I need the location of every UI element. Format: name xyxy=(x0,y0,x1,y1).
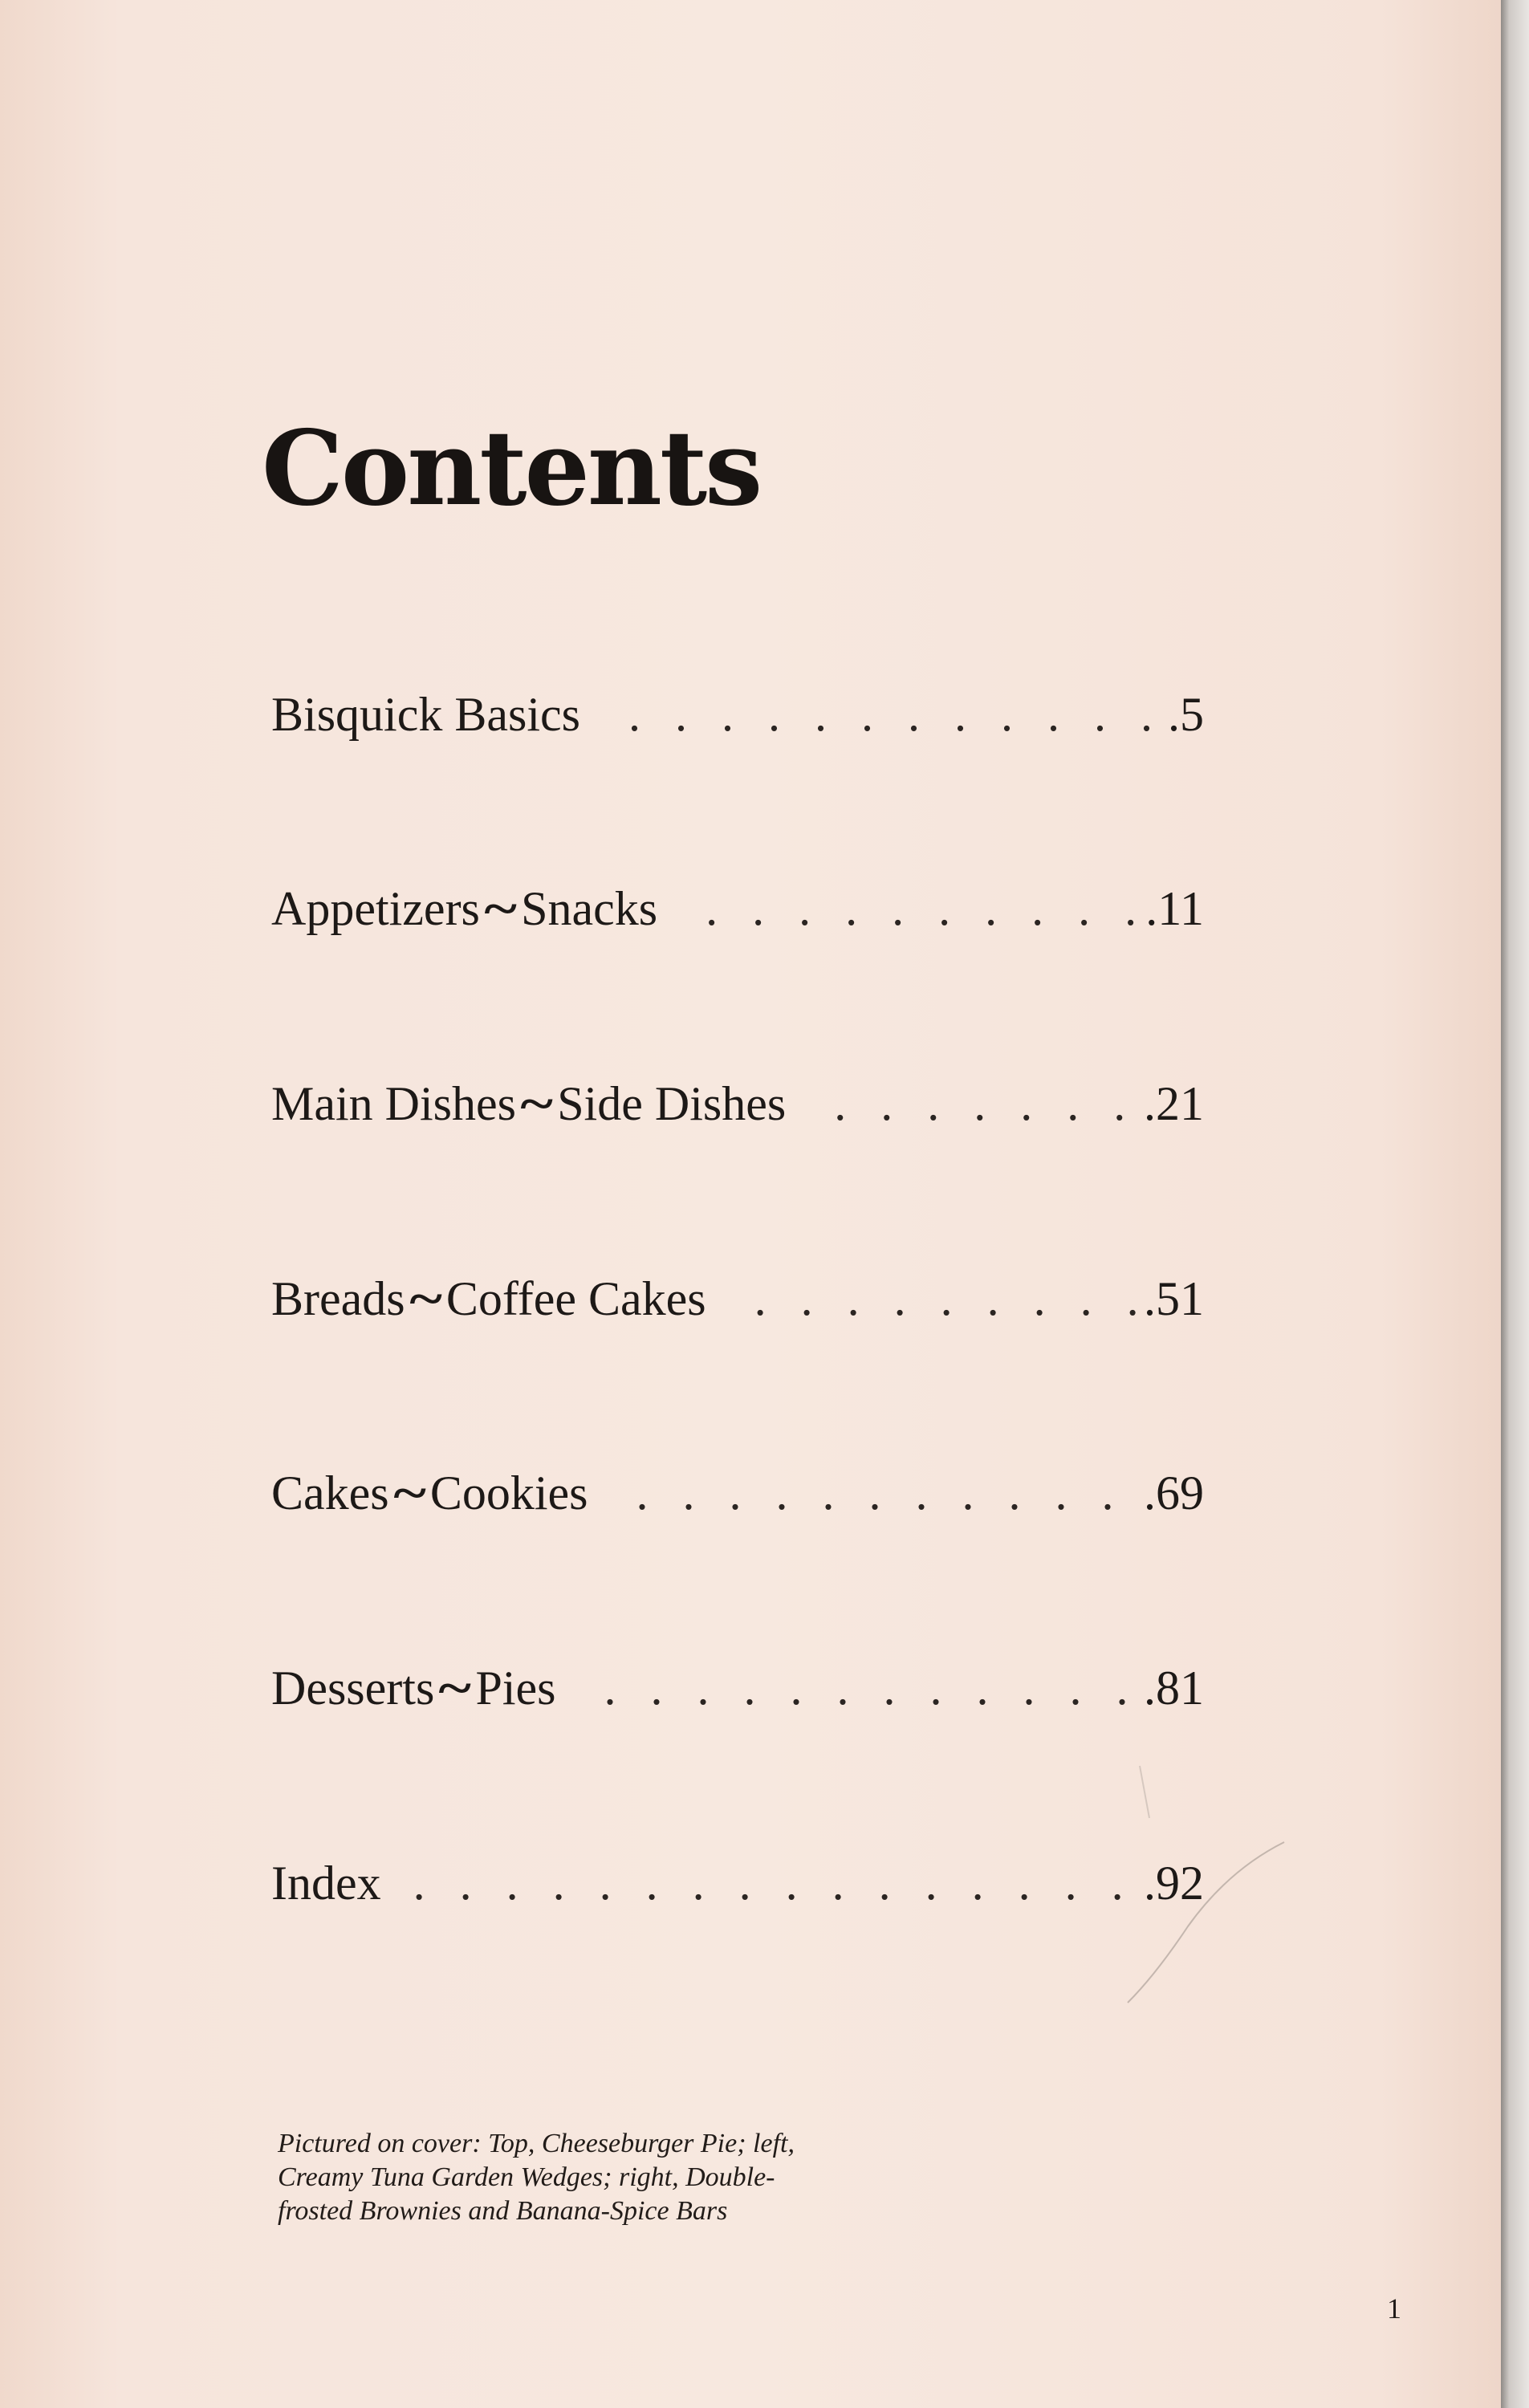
tilde-separator: ~ xyxy=(520,1077,553,1130)
toc-entry-cakes-cookies xyxy=(271,1466,1204,1519)
toc-page-number: .92 xyxy=(1144,1857,1204,1910)
toc-entry-main-dishes-side-dishes xyxy=(271,1077,1204,1130)
cover-caption xyxy=(278,2127,920,2228)
toc-entry-label: Bisquick Basics xyxy=(271,688,580,741)
toc-entry-label: Breads~Coffee Cakes xyxy=(271,1272,706,1325)
toc-page-number: .11 xyxy=(1145,882,1204,935)
tilde-separator: ~ xyxy=(392,1466,426,1519)
toc-page-number: .69 xyxy=(1144,1466,1204,1519)
caption-line: frosted Brownies and Banana-Spice Bars xyxy=(278,2196,728,2226)
toc-page-number: .5 xyxy=(1168,688,1204,741)
toc-entry-label: Desserts~Pies xyxy=(271,1662,556,1714)
toc-dot-leader xyxy=(604,1664,1139,1712)
caption-line: Creamy Tuna Garden Wedges; right, Double- xyxy=(278,2162,775,2192)
toc-dot-leader xyxy=(706,885,1141,933)
tilde-separator: ~ xyxy=(438,1662,472,1714)
toc-entry-index xyxy=(271,1857,1204,1910)
toc-entry-label: Index xyxy=(271,1857,381,1910)
page-number: 1 xyxy=(1387,2292,1401,2325)
toc-page-number: .81 xyxy=(1144,1662,1204,1714)
page-title: Contents xyxy=(262,409,761,529)
toc-dot-leader xyxy=(834,1080,1139,1128)
toc-entry-label: Main Dishes~Side Dishes xyxy=(271,1077,787,1130)
toc-entry-breads-coffee-cakes xyxy=(271,1272,1204,1325)
toc-entry-label: Cakes~Cookies xyxy=(271,1466,588,1519)
toc-dot-leader xyxy=(628,690,1163,738)
toc-dot-leader xyxy=(413,1859,1139,1907)
toc-entry-desserts-pies xyxy=(271,1664,1204,1712)
toc-dot-leader xyxy=(636,1469,1139,1517)
tilde-separator: ~ xyxy=(484,882,517,935)
toc-entry-label: Appetizers~Snacks xyxy=(271,882,658,935)
caption-line: Pictured on cover: Top, Cheeseburger Pie; left, xyxy=(278,2129,795,2158)
toc-page-number: .51 xyxy=(1144,1272,1204,1325)
toc-entry-bisquick-basics xyxy=(271,688,1204,741)
toc-dot-leader xyxy=(754,1275,1139,1323)
tilde-separator: ~ xyxy=(409,1272,442,1325)
toc-entry-appetizers-snacks xyxy=(271,882,1204,935)
page-edge-shadow xyxy=(1501,0,1529,2408)
toc-page-number: .21 xyxy=(1144,1077,1204,1130)
